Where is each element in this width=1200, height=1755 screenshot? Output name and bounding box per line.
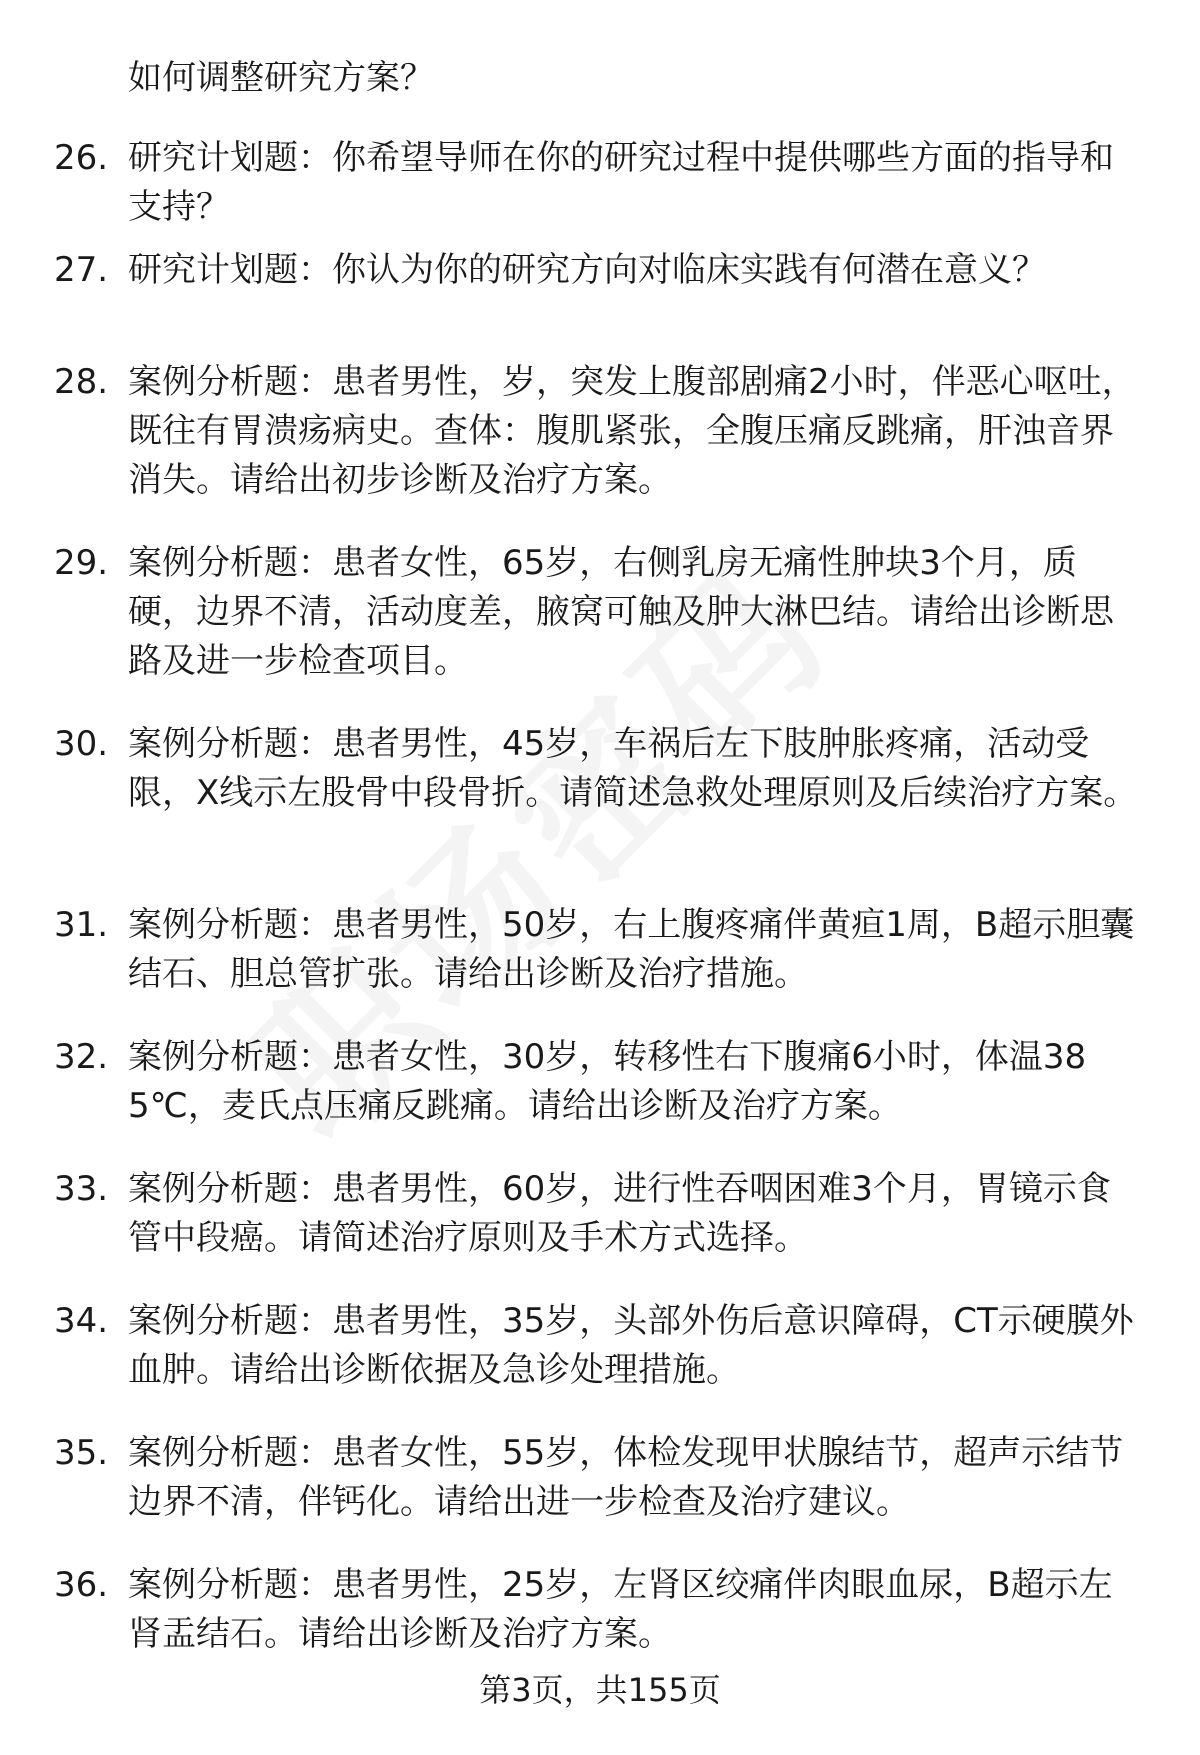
- question-text: 研究计划题：你希望导师在你的研究过程中提供哪些方面的指导和支持？: [128, 138, 1114, 227]
- question-number: 33.: [54, 1169, 109, 1209]
- question-item: [54, 720, 1154, 818]
- question-number: 32.: [54, 1037, 109, 1077]
- question-text: 案例分析题：患者女性，55岁，体检发现甲状腺结节，超声示结节边界不清，伴钙化。请给出进一步检查及治疗建议。: [128, 1433, 1124, 1522]
- question-item: [54, 358, 1154, 505]
- question-item: [54, 1429, 1154, 1527]
- question-number: 36.: [54, 1565, 109, 1605]
- question-item: [54, 246, 1154, 295]
- question-item: [54, 901, 1154, 999]
- question-continuation: 如何调整研究方案？: [128, 58, 434, 98]
- question-number: 34.: [54, 1301, 109, 1341]
- question-text: 案例分析题：患者男性，35岁，头部外伤后意识障碍，CT示硬膜外血肿。请给出诊断依据及急诊处理措施。: [128, 1301, 1134, 1390]
- question-number: 35.: [54, 1433, 109, 1473]
- question-number: 26.: [54, 138, 109, 178]
- question-text: 案例分析题：患者男性，50岁，右上腹疼痛伴黄疸1周，B超示胆囊结石、胆总管扩张。请给出诊断及治疗措施。: [128, 905, 1135, 994]
- question-number: 28.: [54, 362, 109, 402]
- question-text: 案例分析题：患者男性，60岁，进行性吞咽困难3个月，胃镜示食管中段癌。请简述治疗原则及手术方式选择。: [128, 1169, 1111, 1258]
- question-text: 案例分析题：患者男性，25岁，左肾区绞痛伴肉眼血尿，B超示左肾盂结石。请给出诊断及治疗方案。: [128, 1565, 1113, 1654]
- question-item: [54, 539, 1154, 686]
- question-item: [54, 1165, 1154, 1263]
- page-number-footer: 第3页，共155页: [479, 1671, 721, 1709]
- question-item: [54, 134, 1154, 232]
- question-number: 31.: [54, 905, 109, 945]
- question-text: 案例分析题：患者男性，45岁，车祸后左下肢肿胀疼痛，活动受限，X线示左股骨中段骨折。请简述急救处理原则及后续治疗方案。: [128, 724, 1138, 813]
- question-text: 研究计划题：你认为你的研究方向对临床实践有何潜在意义？: [128, 250, 1046, 290]
- question-number: 29.: [54, 543, 109, 583]
- question-item: [54, 1297, 1154, 1395]
- question-text: 案例分析题：患者女性，65岁，右侧乳房无痛性肿块3个月，质硬，边界不清，活动度差，腋窝可触及肿大淋巴结。请给出诊断思路及进一步检查项目。: [128, 543, 1114, 681]
- question-text: 案例分析题：患者女性，30岁，转移性右下腹痛6小时，体温385℃，麦氏点压痛反跳痛。请给出诊断及治疗方案。: [128, 1037, 1087, 1126]
- question-text: 案例分析题：患者男性，岁，突发上腹部剧痛2小时，伴恶心呕吐，既往有胃溃疡病史。查体：腹肌紧张，全腹压痛反跳痛，肝浊音界消失。请给出初步诊断及治疗方案。: [128, 362, 1136, 500]
- question-item: [54, 1561, 1154, 1659]
- question-number: 30.: [54, 724, 109, 764]
- question-number: 27.: [54, 250, 109, 290]
- question-item: [54, 1033, 1154, 1131]
